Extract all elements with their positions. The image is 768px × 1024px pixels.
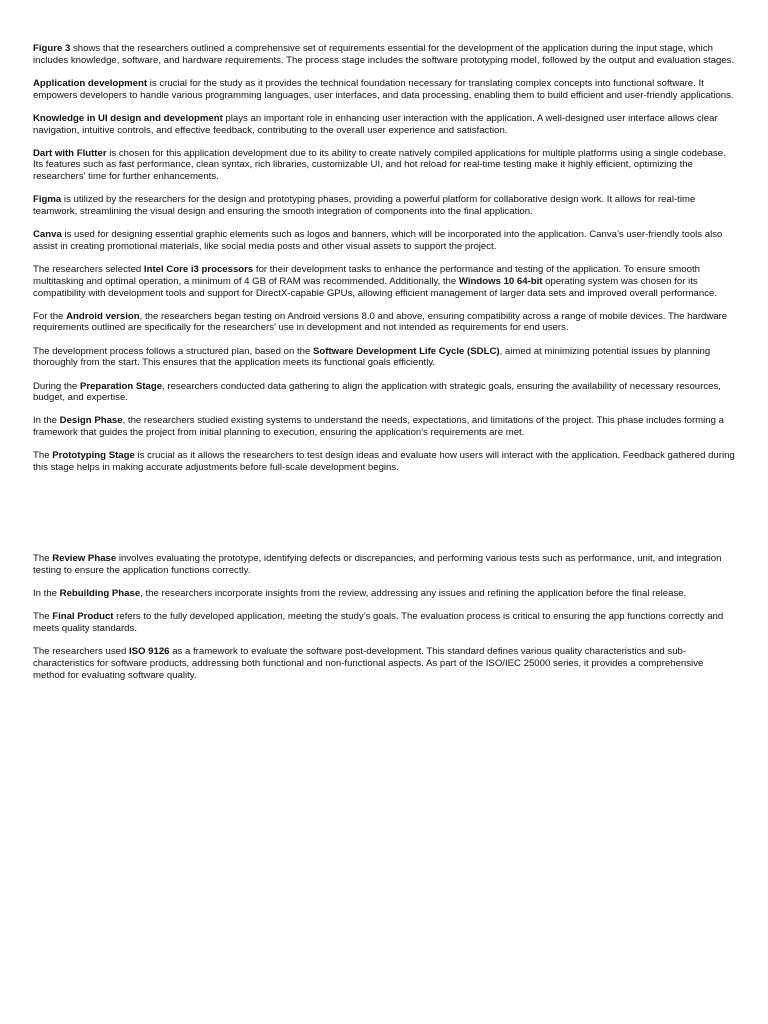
- document-page: [33, 43, 737, 693]
- paragraph-text: , aimed at minimizing potential issues by planning thoroughly from the start. This ensures that the application meets its functional goals efficiently.: [33, 345, 711, 369]
- top-paragraph-4: [33, 148, 737, 183]
- paragraph-text: The: [33, 450, 53, 462]
- top-paragraph-5: [33, 194, 737, 217]
- section-gap: [33, 485, 737, 553]
- paragraph-text: shows that the researchers outlined a comprehensive set of requirements essential for the development of the application during the input stage, which includes knowledge, software, and hardware requirements. The process stage includes the software prototyping model, followed by the output and evaluation stages.: [33, 43, 735, 66]
- bottom-paragraph-2: [33, 588, 737, 600]
- paragraph-text: is crucial for the study as it provides the technical foundation necessary for translating complex concepts into functional software. It empowers developers to handle various programming languages, user interfaces, and data processing, enabling them to build efficient and user-friendly applications.: [33, 77, 734, 101]
- paragraph-text: The: [33, 553, 53, 565]
- bottom-paragraph-1: [33, 553, 737, 576]
- top-paragraph-9: [33, 346, 737, 369]
- paragraph-text: refers to the fully developed application, meeting the study’s goals. The evaluation process is critical to ensuring the app functions correctly and meets quality standards.: [33, 611, 724, 635]
- paragraph-text: , the researchers incorporate insights from the review, addressing any issues and refining the application before the final release.: [140, 588, 687, 600]
- top-paragraph-1: [33, 43, 737, 66]
- bold-term: Knowledge in UI design and development: [33, 112, 223, 124]
- document-section-top: [33, 43, 737, 474]
- document-section-bottom: [33, 553, 737, 681]
- paragraph-text: , researchers conducted data gathering to align the application with strategic goals, ensuring the availability of necessary resources, budget, and expertise.: [33, 380, 721, 404]
- top-paragraph-8: [33, 311, 737, 334]
- bold-term: Final Product: [52, 611, 114, 623]
- paragraph-text: , the researchers began testing on Android versions 8.0 and above, ensuring compatibility across a range of mobile devices. The hardware requirements outlined are specifically for the researchers’ use in development and not intended as requirements for end users.: [33, 310, 728, 334]
- bold-term: Application development: [33, 77, 148, 89]
- paragraph-text: plays an important role in enhancing user interaction with the application. A well-designed user interface allows clear navigation, intuitive controls, and effective feedback, contributing to the overall user experience and satisfaction.: [33, 112, 718, 136]
- bold-term: Intel Core i3 processors: [143, 264, 254, 276]
- top-paragraph-3: [33, 113, 737, 136]
- paragraph-text: In the: [33, 588, 60, 600]
- top-paragraph-10: [33, 381, 737, 404]
- top-paragraph-11: [33, 415, 737, 438]
- paragraph-text: , the researchers studied existing systems to understand the needs, expectations, and limitations of the project. This phase includes forming a framework that guides the project from initial planning to execution, ensuring the application's requirements are met.: [33, 415, 724, 439]
- paragraph-text: For the: [33, 310, 67, 322]
- paragraph-text: In the: [33, 415, 60, 427]
- top-paragraph-7: [33, 264, 737, 299]
- bottom-paragraph-3: [33, 611, 737, 634]
- paragraph-text: During the: [33, 380, 80, 392]
- bold-term: ISO 9126: [128, 646, 170, 658]
- bold-term: Figure 3: [33, 43, 71, 54]
- bold-term: Prototyping Stage: [52, 450, 135, 462]
- top-paragraph-6: [33, 229, 737, 252]
- paragraph-text: for their development tasks to enhance the performance and testing of the application. To ensure smooth multitasking and optimal operation, a minimum of 4 GB of RAM was recommended. Additionally, the: [33, 264, 700, 287]
- bold-term: Android version: [66, 310, 140, 322]
- bold-term: Software Development Life Cycle (SDLC): [312, 345, 500, 357]
- bold-term: Preparation Stage: [79, 380, 163, 392]
- bold-term: Design Phase: [59, 415, 123, 427]
- paragraph-text: The researchers selected: [33, 264, 144, 276]
- bold-term: Figma: [33, 194, 62, 206]
- paragraph-text: as a framework to evaluate the software post-development. This standard defines various quality characteristics and sub-characteristics for software products, addressing both functional and non-functional aspects. As part of the ISO/IEC 25000 series, it provides a comprehensive method for evaluating software quality.: [33, 646, 704, 681]
- paragraph-text: The: [33, 611, 53, 623]
- top-paragraph-2: [33, 78, 737, 101]
- paragraph-text: is utilized by the researchers for the design and prototyping phases, providing a powerful platform for collaborative design work. It allows for real-time teamwork, streamlining the visual design and ensuring the smooth integration of components into the final application.: [33, 194, 696, 218]
- paragraph-text: involves evaluating the prototype, identifying defects or discrepancies, and performing various tests such as performance, unit, and integration testing to ensure the application functions correctly.: [33, 553, 722, 576]
- paragraph-text: is chosen for this application development due to its ability to create natively compiled applications for multiple platforms using a single codebase. Its features such as fast performance, clean syntax, rich libraries, customizable UI, and hot reload for real-time testing make it highly efficient, optimizing the researchers' time for further enhancements.: [33, 147, 726, 183]
- paragraph-text: operating system was chosen for its compatibility with development tools and support for DirectX-capable GPUs, allowing efficient management of larger data sets and improved overall performance.: [33, 275, 717, 299]
- bold-term: Dart with Flutter: [33, 147, 107, 159]
- bold-term: Windows 10 64-bit: [458, 275, 543, 287]
- bold-term: Review Phase: [52, 553, 117, 565]
- bold-term: Canva: [33, 229, 62, 241]
- top-paragraph-12: [33, 450, 737, 473]
- bold-term: Rebuilding Phase: [59, 588, 141, 600]
- paragraph-text: The researchers used: [33, 646, 129, 658]
- paragraph-text: is crucial as it allows the researchers to test design ideas and evaluate how users will interact with the application. Feedback gathered during this stage helps in making accurate adjustments before full-scale development begins.: [33, 450, 735, 474]
- bottom-paragraph-4: [33, 646, 737, 681]
- paragraph-text: The development process follows a structured plan, based on the: [33, 345, 313, 357]
- paragraph-text: is used for designing essential graphic elements such as logos and banners, which will be incorporated into the application. Canva’s user-friendly tools also assist in creating promotional materials, like social media posts and other visual assets to support the project.: [33, 229, 723, 252]
